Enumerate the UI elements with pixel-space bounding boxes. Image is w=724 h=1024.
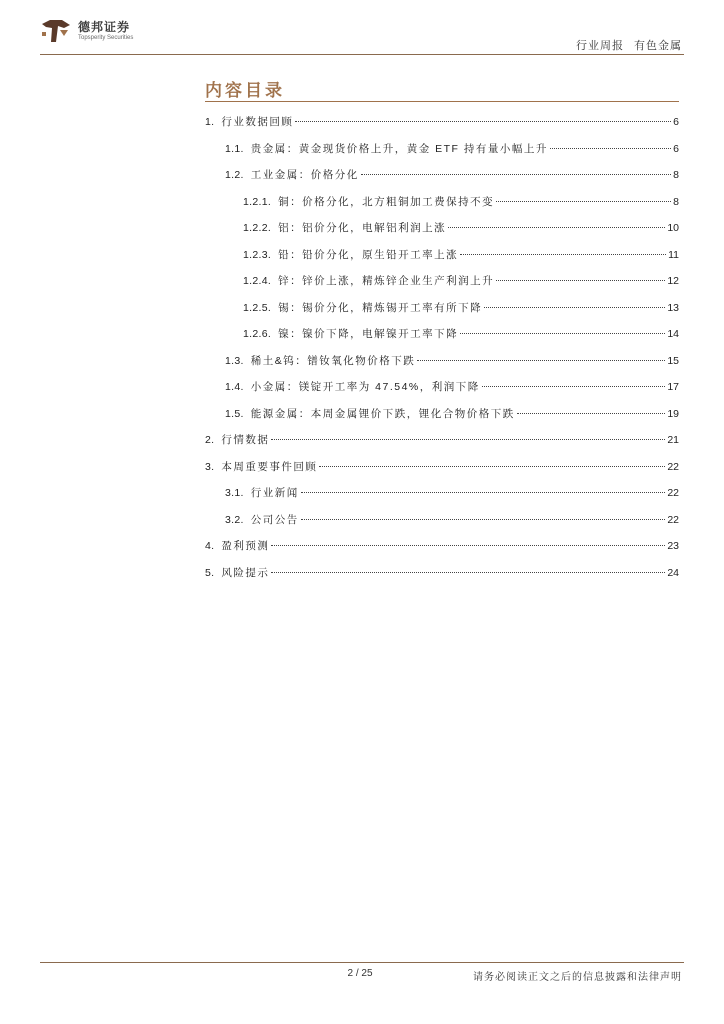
toc-dot-leader — [496, 201, 671, 202]
toc-title: 内容目录 — [205, 81, 285, 101]
toc-entry[interactable] — [205, 245, 679, 272]
toc-entry-number: 1.2.6. — [243, 328, 272, 340]
toc-entry-number: 1.2.1. — [243, 195, 272, 208]
toc-dot-leader — [271, 545, 665, 546]
toc-entry-title: 公司公告 — [250, 513, 299, 526]
toc-entry-title: 本周重要事件回顾 — [221, 460, 318, 473]
page-header — [0, 0, 724, 60]
toc-entry-number: 3.2. — [225, 513, 244, 526]
toc-entry-title: 风险提示 — [221, 566, 270, 579]
toc-dot-leader — [482, 386, 666, 387]
toc-dot-leader — [361, 174, 671, 175]
toc-dot-leader — [460, 254, 666, 255]
toc-entry-number: 3. — [205, 460, 215, 473]
toc-entry[interactable] — [205, 351, 679, 378]
toc-entry-number: 1.2.2. — [243, 222, 272, 234]
toc-entry-number: 4. — [205, 540, 215, 552]
toc-entry-number: 5. — [205, 566, 215, 579]
toc-title-divider — [205, 101, 679, 102]
toc-entry-title: 锡：锡价分化，精炼锡开工率有所下降 — [278, 301, 483, 314]
toc-entry-page: 15 — [667, 354, 679, 367]
toc-dot-leader — [448, 227, 665, 228]
toc-entry-page: 8 — [673, 195, 679, 208]
toc-entry-title: 能源金属：本周金属锂价下跌，锂化合物价格下跌 — [250, 407, 515, 420]
toc-dot-leader — [301, 519, 666, 520]
toc-entry[interactable] — [205, 192, 679, 219]
toc-entry-number: 1.2.5. — [243, 301, 272, 314]
toc-entry-number: 1.1. — [225, 142, 244, 155]
toc-dot-leader — [460, 333, 665, 334]
toc-entry[interactable] — [205, 112, 679, 139]
toc-entry-title: 盈利预测 — [221, 540, 270, 552]
toc-entry[interactable] — [205, 483, 679, 510]
sector-name: 有色金属 — [634, 40, 682, 52]
toc-entry-page: 6 — [673, 116, 679, 128]
toc-entry[interactable] — [205, 165, 679, 192]
company-logo — [40, 14, 160, 50]
toc-dot-leader — [550, 148, 671, 149]
toc-entry-page: 14 — [667, 328, 679, 340]
toc-entry-title: 铝：铝价分化，电解铝利润上涨 — [278, 222, 447, 234]
toc-entry[interactable] — [205, 563, 679, 590]
toc-entry-page: 24 — [667, 566, 679, 579]
toc-entry-page: 21 — [667, 434, 679, 446]
logo-english-name: Topsperity Securities — [78, 35, 134, 41]
toc-dot-leader — [271, 572, 665, 573]
toc-dot-leader — [295, 121, 671, 122]
toc-entry-number: 1.2.3. — [243, 248, 272, 261]
toc-entry-page: 19 — [667, 407, 679, 420]
toc-entry-number: 1.3. — [225, 354, 244, 367]
toc-entry-number: 2. — [205, 434, 215, 446]
table-of-contents — [205, 112, 679, 589]
toc-entry-title: 稀土&钨：镨钕氧化物价格下跌 — [250, 354, 416, 367]
toc-entry-number: 1.5. — [225, 407, 244, 420]
toc-entry-title: 行情数据 — [221, 434, 270, 446]
logo-mark-icon — [40, 16, 72, 46]
page-indicator: 2 / 25 — [347, 968, 373, 979]
toc-dot-leader — [484, 307, 665, 308]
header-divider — [40, 54, 684, 55]
toc-entry[interactable] — [205, 324, 679, 351]
toc-entry[interactable] — [205, 404, 679, 431]
toc-entry-title: 贵金属：黄金现货价格上升，黄金 ETF 持有量小幅上升 — [250, 142, 548, 155]
disclaimer-note: 请务必阅读正文之后的信息披露和法律声明 — [473, 972, 682, 983]
toc-entry-title: 镍：镍价下降，电解镍开工率下降 — [278, 328, 459, 340]
toc-entry-title: 铜：价格分化，北方粗铜加工费保持不变 — [278, 195, 495, 208]
toc-dot-leader — [301, 492, 666, 493]
toc-entry[interactable] — [205, 298, 679, 325]
toc-entry-number: 1.4. — [225, 381, 244, 393]
toc-entry-page: 22 — [667, 513, 679, 526]
toc-entry-page: 17 — [667, 381, 679, 393]
header-report-label — [576, 37, 682, 53]
toc-entry-title: 行业数据回顾 — [221, 116, 294, 128]
toc-entry-title: 锌：锌价上涨，精炼锌企业生产利润上升 — [278, 275, 495, 287]
toc-entry-title: 铅：铅价分化，原生铅开工率上涨 — [278, 248, 459, 261]
toc-entry-number: 1.2. — [225, 169, 244, 181]
toc-entry[interactable] — [205, 218, 679, 245]
toc-entry[interactable] — [205, 457, 679, 484]
toc-dot-leader — [319, 466, 665, 467]
toc-entry[interactable] — [205, 377, 679, 404]
toc-entry-page: 11 — [668, 248, 679, 261]
report-type: 行业周报 — [576, 40, 624, 52]
toc-dot-leader — [271, 439, 665, 440]
toc-entry[interactable] — [205, 139, 679, 166]
toc-entry-number: 1. — [205, 116, 215, 128]
toc-entry-page: 12 — [667, 275, 679, 287]
toc-entry-page: 10 — [667, 222, 679, 234]
toc-entry[interactable] — [205, 536, 679, 563]
toc-entry-title: 行业新闻 — [250, 487, 299, 499]
toc-entry-page: 13 — [667, 301, 679, 314]
toc-entry[interactable] — [205, 510, 679, 537]
toc-entry-number: 1.2.4. — [243, 275, 272, 287]
toc-entry-page: 22 — [667, 460, 679, 473]
toc-dot-leader — [517, 413, 666, 414]
toc-entry-title: 小金属：镁锭开工率为 47.54%，利润下降 — [250, 381, 480, 393]
toc-entry-page: 23 — [667, 540, 679, 552]
toc-entry[interactable] — [205, 271, 679, 298]
toc-entry-page: 22 — [667, 487, 679, 499]
toc-entry-page: 8 — [673, 169, 679, 181]
toc-entry-page: 6 — [673, 142, 679, 155]
toc-entry-title: 工业金属：价格分化 — [250, 169, 359, 181]
toc-dot-leader — [496, 280, 665, 281]
toc-dot-leader — [417, 360, 665, 361]
footer-divider — [40, 962, 684, 963]
toc-entry[interactable] — [205, 430, 679, 457]
logo-chinese-name: 德邦证券 — [78, 20, 131, 34]
toc-entry-number: 3.1. — [225, 487, 244, 499]
